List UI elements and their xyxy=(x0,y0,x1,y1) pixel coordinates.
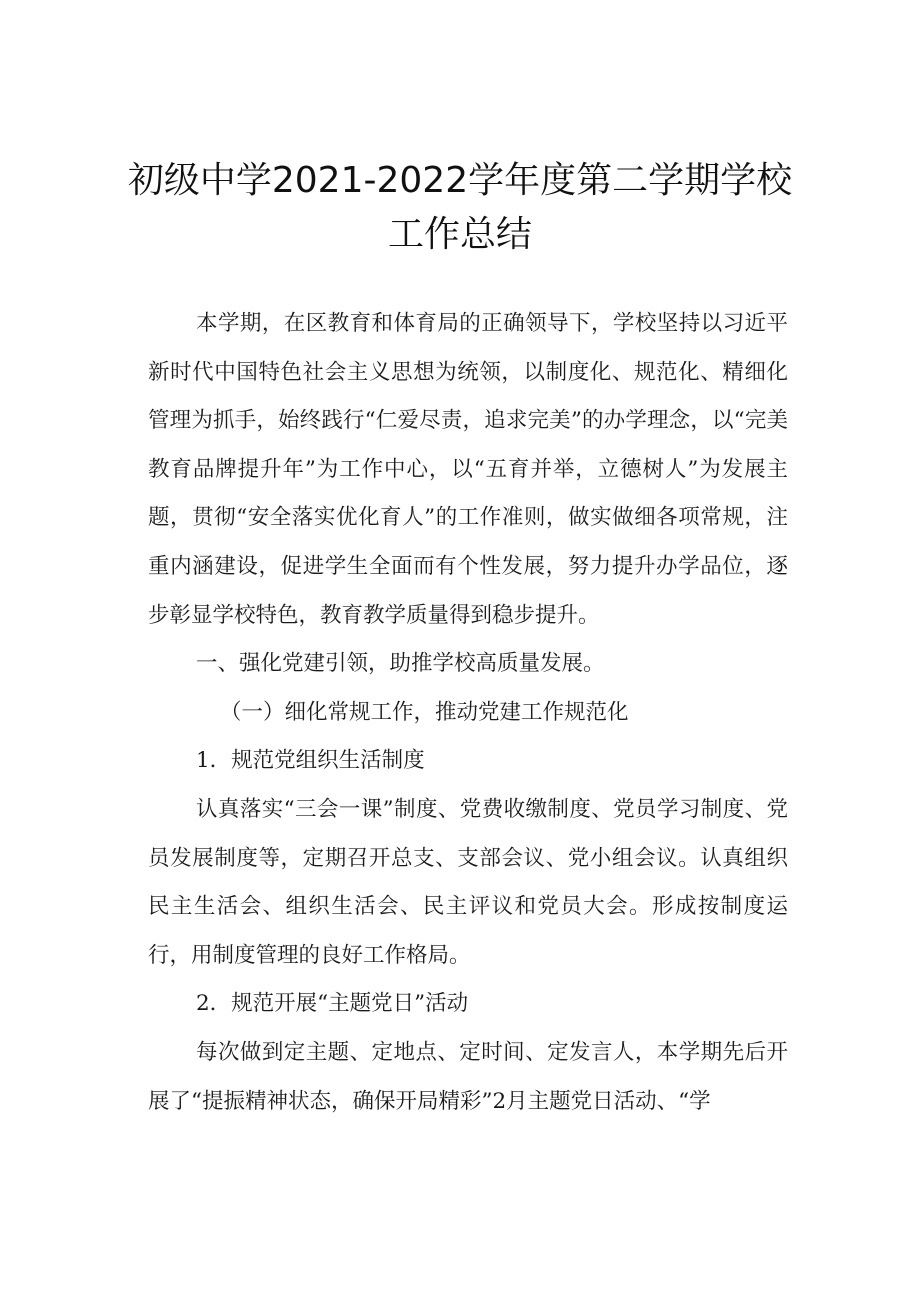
section-heading-1: 一、强化党建引领，助推学校高质量发展。 xyxy=(196,651,605,677)
subsection-heading-1: （一）细化常规工作，推动党建工作规范化 xyxy=(220,699,629,725)
document-title-line-2: 工作总结 xyxy=(387,214,532,255)
intro-paragraph: 本学期，在区教育和体育局的正确领导下，学校坚持以习近平新时代中国特色社会主义思想为统领，以制度化、规范化、精细化管理为抓手，始终践行“仁爱尽责，追求完美”的办学理念，以“完美教育品牌提升年”为工作中心，以“五育并举，立德树人”为发展主题，贯彻“安全落实优化育人”的工作准则，做实做细各项常规，注重内涵建设，促进学生全面而有个性发展，努力提升办学品位，逐步彰显学校特色，教育教学质量得到稳步提升。 xyxy=(148,311,788,628)
item-paragraph-2: 每次做到定主题、定地点、定时间、定发言人，本学期先后开展了“提振精神状态，确保开局精彩”2月主题党日活动、“学 xyxy=(148,1039,788,1114)
item-heading-2: 2．规范开展“主题党日”活动 xyxy=(196,991,469,1017)
item-paragraph-1: 认真落实“三会一课”制度、党费收缴制度、党员学习制度、党员发展制度等，定期召开总支、支部会议、党小组会议。认真组织民主生活会、组织生活会、民主评议和党员大会。形成按制度运行，用制度管理的良好工作格局。 xyxy=(148,796,788,968)
document-title-line-1: 初级中学2021-2022学年度第二学期学校 xyxy=(127,160,793,201)
item-heading-1: 1．规范党组织生活制度 xyxy=(196,748,425,774)
document-body xyxy=(148,300,788,1126)
